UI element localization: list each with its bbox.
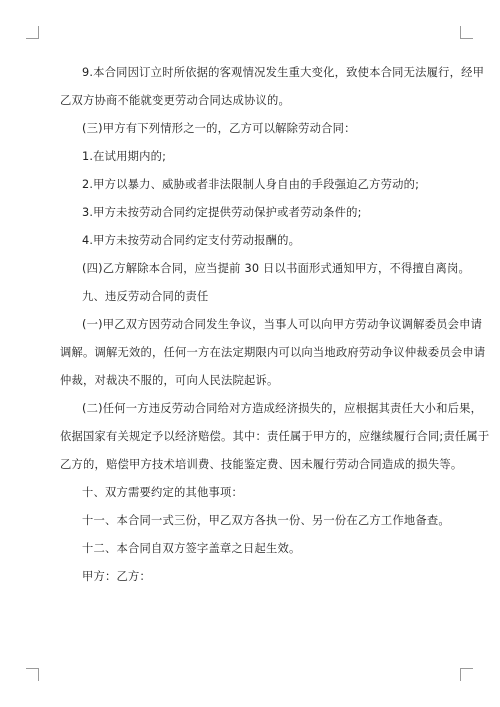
list-item: 3.甲方未按劳动合同约定提供劳动保护或者劳动条件的; (82, 206, 362, 219)
paragraph-line: 调解。调解无效的，任何一方在法定期限内可以向当地政府劳动争议仲裁委员会申请 (60, 346, 486, 359)
paragraph-line: (二)任何一方违反劳动合同给对方造成经济损失的，应根据其责任大小和后果， (82, 402, 483, 415)
paragraph-line: 十一、本合同一式三份，甲乙双方各执一份、另一份在乙方工作地备查。 (82, 514, 450, 527)
paragraph-line: 依据国家有关规定予以经济赔偿。其中：责任属于甲方的，应继续履行合同;责任属于 (60, 430, 490, 443)
paragraph-line: 十二、本合同自双方签字盖章之日起生效。 (82, 542, 301, 555)
list-item: 4.甲方未按劳动合同约定支付劳动报酬的。 (82, 234, 301, 247)
section-heading: 九、违反劳动合同的责任 (82, 290, 209, 303)
crop-mark-bottom-right (460, 668, 473, 681)
paragraph-line: 9.本合同因订立时所依据的客观情况发生重大变化，致使本合同无法履行，经甲 (82, 66, 485, 79)
paragraph-line: (一)甲乙双方因劳动合同发生争议，当事人可以向甲方劳动争议调解委员会申请 (82, 318, 483, 331)
crop-mark-bottom-left (26, 668, 39, 681)
list-item: 2.甲方以暴力、威胁或者非法限制人身自由的手段强迫乙方劳动的; (82, 178, 420, 191)
paragraph-line: 仲裁，对裁决不服的，可向人民法院起诉。 (60, 374, 279, 387)
paragraph-line: 乙方的，赔偿甲方技术培训费、技能鉴定费、因未履行劳动合同造成的损失等。 (60, 458, 463, 471)
crop-mark-top-left (26, 26, 39, 39)
list-item: 1.在试用期内的; (82, 150, 167, 163)
section-heading: 十、双方需要约定的其他事项： (82, 486, 243, 499)
paragraph-line: (四)乙方解除本合同，应当提前 30 日以书面形式通知甲方，不得擅自离岗。 (82, 262, 470, 275)
crop-mark-top-right (460, 26, 473, 39)
signature-line: 甲方：乙方： (82, 570, 151, 583)
paragraph-line: (三)甲方有下列情形之一的，乙方可以解除劳动合同： (82, 122, 356, 135)
paragraph-line: 乙双方协商不能就变更劳动合同达成协议的。 (60, 94, 290, 107)
